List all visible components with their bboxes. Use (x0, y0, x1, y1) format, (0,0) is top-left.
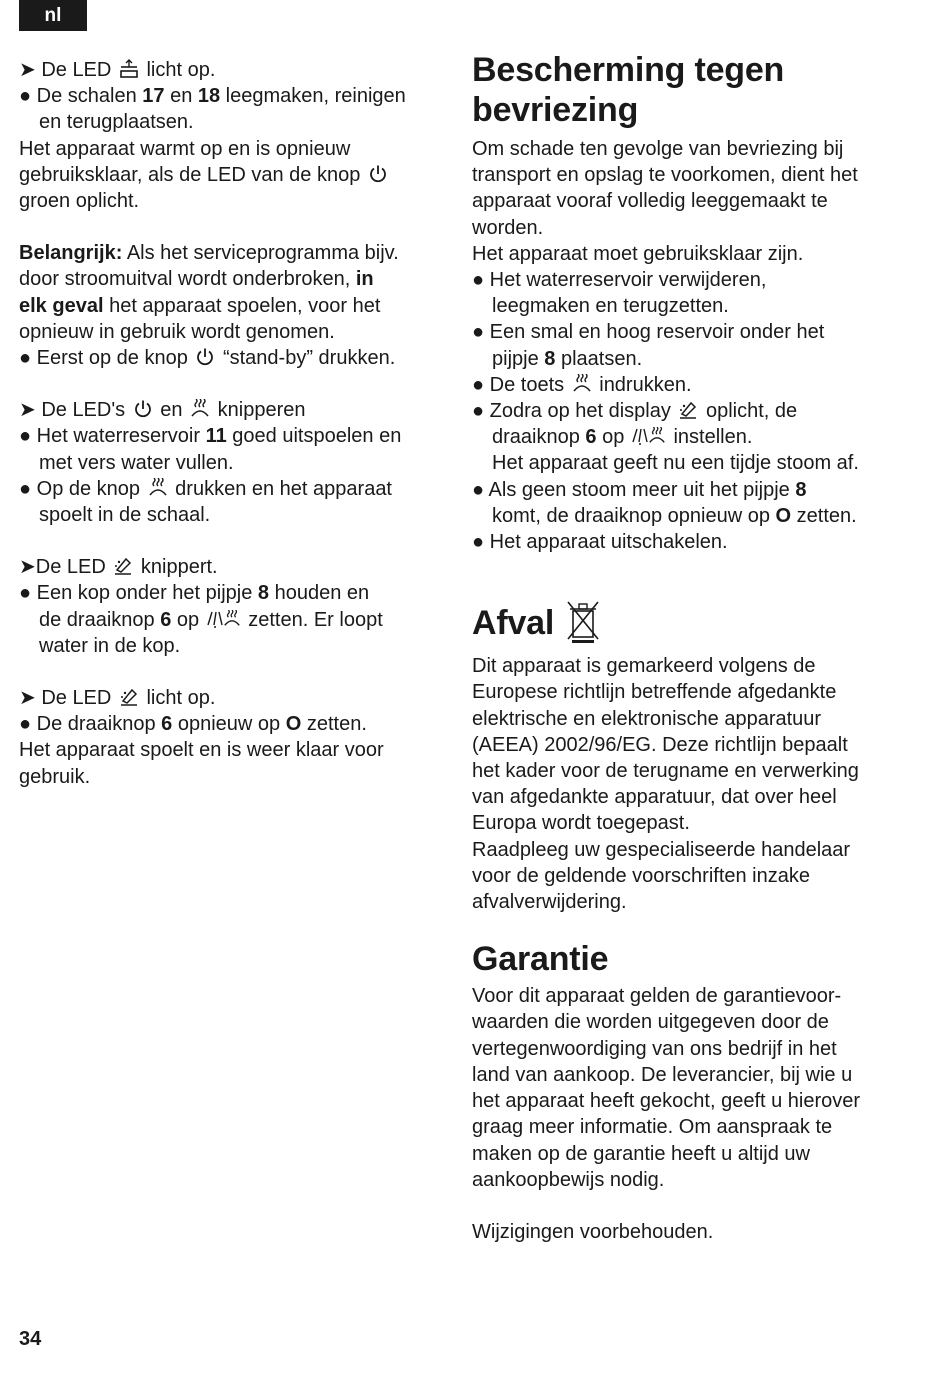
text-line: Het apparaat moet gebruiksklaar zijn. (472, 242, 804, 265)
descale-icon (678, 400, 698, 420)
text-line: (AEEA) 2002/96/EG. Deze richtlijn bepaalt (472, 733, 848, 756)
text-line: ➤De LED knippert. (19, 556, 218, 579)
text-line: Europa wordt toegepast. (472, 812, 690, 835)
heading-waste: Afval (472, 599, 912, 643)
text-line: graag meer informatie. Om aanspraak te (472, 1116, 833, 1139)
text-line: leegmaken en terugzetten. (492, 295, 729, 318)
list-item: ● Zodra op het display oplicht, de (472, 400, 798, 423)
text-line: waarden die worden uitgegeven door de (472, 1011, 829, 1034)
text-line: gebruiksklaar, als de LED van de knop (19, 162, 449, 188)
list-item: ● Een smal en hoog reservoir onder het (472, 321, 825, 344)
power-icon (195, 347, 215, 367)
text-line: ➤ De LED's en knipperen (19, 399, 306, 422)
list-item: ● Het apparaat uitschakelen. (472, 531, 728, 554)
text-line: elk geval het apparaat spoelen, voor het (19, 294, 381, 317)
text-line: Om schade ten gevolge van bevriezing bij (472, 138, 844, 160)
text-line: Voor dit apparaat gelden de garantievoor- (472, 985, 842, 1008)
text-line: ● De draaiknop 6 opnieuw op O zetten. (19, 713, 367, 736)
text-line: van afgedankte apparatuur, dat over heel (472, 786, 837, 809)
text-line: Het apparaat geeft nu een tijdje stoom af. (492, 452, 859, 475)
text-line: ● De schalen 17 en 18 leegmaken, reinigen (19, 85, 406, 108)
steam-icon (572, 374, 592, 394)
descale-icon (119, 687, 139, 707)
text-line: ● Eerst op de knop “stand-by” drukken. (19, 347, 396, 370)
language-tab: nl (19, 0, 87, 31)
text-line: aankoopbewijs nodig. (472, 1168, 665, 1191)
text-line: met vers water vullen. (39, 451, 234, 474)
text-line: de draaiknop 6 op zetten. Er loopt (39, 608, 383, 631)
text-line: Wijzigingen voorbehouden. (472, 1220, 714, 1243)
text-line: komt, de draaiknop opnieuw op O zetten. (492, 504, 857, 527)
text-line: elektrische en elektronische apparatuur (472, 707, 822, 730)
trays-icon (119, 59, 139, 79)
text-line: Dit apparaat is gemarkeerd volgens de (472, 655, 816, 678)
text-line: afvalverwijdering. (472, 891, 627, 914)
text-line: Europese richtlijn betreffende afgedankte (472, 681, 837, 704)
list-item: ● Het waterreservoir verwijderen, (472, 269, 767, 292)
text-line: Het apparaat spoelt en is weer klaar voor (19, 739, 384, 762)
power-icon (368, 164, 388, 184)
text-line: gebruik. (19, 765, 91, 788)
crossed-bin-icon (564, 599, 602, 643)
right-column (472, 50, 912, 1245)
hot-water-steam-icon (207, 609, 241, 629)
text-line: water in de kop. (39, 634, 181, 657)
heading-frost-protection: Bescherming tegen bevriezing (472, 51, 785, 129)
descale-icon (113, 556, 133, 576)
left-column (19, 57, 449, 790)
text-line: ➤ De LED licht op. (19, 687, 216, 710)
text-line: maken op de garantie heeft u altijd uw (472, 1142, 810, 1165)
text-line: ● Het waterreservoir 11 goed uitspoelen en (19, 425, 402, 448)
text-line: en terugplaatsen. (39, 111, 194, 134)
text-line: door stroomuitval wordt onderbroken, in (19, 268, 374, 291)
text-line: ● Op de knop drukken en het apparaat (19, 477, 392, 500)
heading-warranty: Garantie (472, 940, 609, 979)
text-line: Raadpleeg uw gespecialiseerde handelaar (472, 838, 851, 861)
steam-icon (190, 399, 210, 419)
list-item: ● Als geen stoom meer uit het pijpje 8 (472, 478, 807, 501)
text-line: worden. (472, 216, 544, 239)
text-line: Belangrijk: Als het serviceprogramma bijv. (19, 242, 399, 265)
text-line: land van aankoop. De leverancier, bij wie u (472, 1063, 853, 1086)
text-line: Het apparaat warmt op en is opnieuw (19, 137, 351, 160)
text-line: opnieuw in gebruik wordt genomen. (19, 320, 335, 343)
page-number: 34 (19, 1328, 42, 1350)
text-line: ● Een kop onder het pijpje 8 houden en (19, 582, 370, 605)
hot-water-steam-icon (632, 426, 666, 446)
text-line: transport en opslag te voorkomen, dient het (472, 164, 858, 187)
text-line: draaiknop 6 op instellen. (492, 426, 753, 449)
text-line: het apparaat heeft gekocht, geeft u hierover (472, 1090, 861, 1113)
text-line: spoelt in de schaal. (39, 504, 211, 527)
text-line: apparaat vooraf volledig leeggemaakt te (472, 190, 828, 213)
power-icon (133, 399, 153, 419)
text-line: voor de geldende voorschriften inzake (472, 864, 810, 887)
list-item: ● De toets indrukken. (472, 373, 692, 396)
text-line: het kader voor de terugname en verwerking (472, 760, 859, 783)
steam-icon (148, 478, 168, 498)
text-line: pijpje 8 plaatsen. (492, 347, 643, 370)
text-line: groen oplicht. (19, 190, 140, 213)
text-line: ➤ De LED licht op. (19, 59, 216, 81)
text-line: vertegenwoordiging van ons bedrijf in het (472, 1037, 837, 1060)
